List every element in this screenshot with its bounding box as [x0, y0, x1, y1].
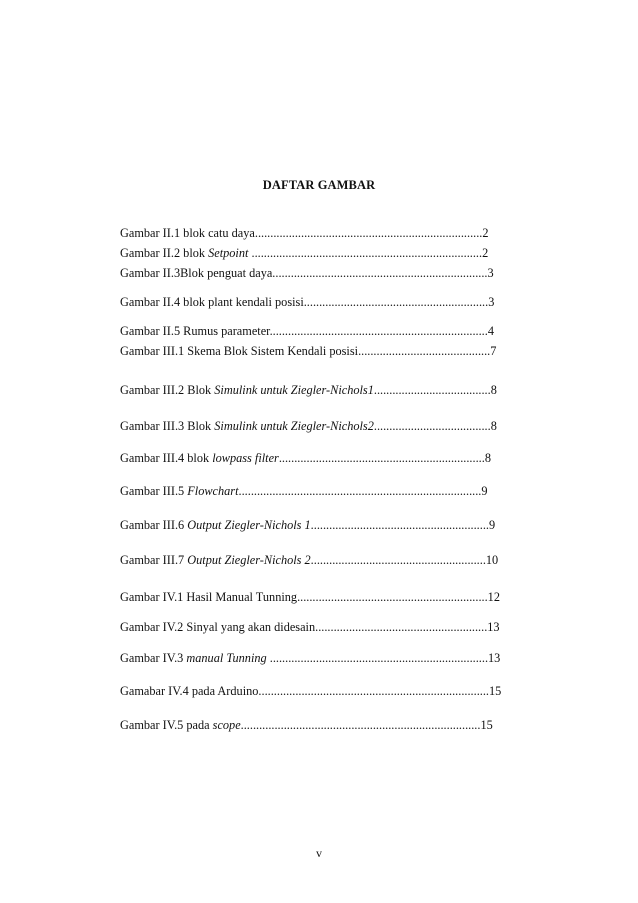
entry-leader-dots: ............................................................ [303, 295, 489, 309]
entry-leader-dots: ....................................................................... [269, 651, 489, 665]
entry-page-number: 8 [484, 451, 491, 465]
entry-label-italic: Output Ziegler-Nichols 2 [187, 553, 311, 567]
toc-entry [120, 518, 495, 532]
entry-label: Gambar IV.2 Sinyal yang akan didesain [120, 620, 316, 634]
toc-entry [120, 295, 494, 309]
toc-entry [120, 718, 493, 732]
entry-leader-dots: ...................................... [373, 419, 491, 433]
entry-label: Gamabar IV.4 pada Arduino [120, 684, 259, 698]
entry-leader-dots: ........................................................................... [251, 246, 483, 260]
entry-page-number: 10 [485, 553, 499, 567]
entry-label-italic: Simulink untuk Ziegler-Nichols2 [214, 419, 374, 433]
entry-label: Gambar II.5 Rumus parameter [120, 324, 270, 338]
entry-leader-dots: .......................................................... [310, 518, 489, 532]
entry-page-number: 9 [481, 484, 488, 498]
entry-label: Gambar III.6 [120, 518, 188, 532]
entry-leader-dots: ............................................................................... [238, 484, 482, 498]
toc-entry [120, 266, 494, 280]
entry-leader-dots: ...................................... [373, 383, 491, 397]
entry-page-number: 15 [480, 718, 493, 732]
entry-leader-dots: .......................................................................... [254, 226, 483, 240]
entry-label-italic: Output Ziegler-Nichols 1 [187, 518, 311, 532]
toc-entry [120, 590, 500, 604]
entry-label: Gambar III.5 [120, 484, 188, 498]
entry-page-number: 13 [488, 651, 501, 665]
entry-page-number: 2 [482, 226, 489, 240]
entry-leader-dots: ................................................................... [278, 451, 485, 465]
entry-page-number: 8 [490, 383, 497, 397]
toc-entry [120, 651, 500, 665]
entry-page-number: 15 [489, 684, 502, 698]
entry-leader-dots: .............................................................................. [240, 718, 481, 732]
entry-page-number: 3 [488, 295, 495, 309]
toc-entry [120, 246, 488, 260]
page-title: DAFTAR GAMBAR [262, 178, 376, 192]
entry-label: Gambar III.7 [120, 553, 188, 567]
entry-label-italic: scope [212, 718, 241, 732]
entry-leader-dots: ...................................................................... [272, 266, 488, 280]
entry-label: Gambar IV.1 Hasil Manual Tunning [120, 590, 298, 604]
entry-label: Gambar II.1 blok catu daya [120, 226, 255, 240]
entry-label-italic: manual Tunning [186, 651, 267, 665]
toc-entry [120, 383, 497, 397]
entry-label-italic: Setpoint [208, 246, 249, 260]
toc-entry [120, 553, 498, 567]
toc-entry [120, 684, 501, 698]
entry-label-italic: Flowchart [187, 484, 239, 498]
toc-entry [120, 344, 496, 358]
toc-entry [120, 484, 488, 498]
entry-label: Gambar II.2 blok [120, 246, 209, 260]
entry-leader-dots: ........................................................ [315, 620, 488, 634]
entry-leader-dots: ......................................................... [310, 553, 486, 567]
entry-label: Gambar III.3 Blok [120, 419, 215, 433]
toc-entry [120, 324, 494, 338]
page-number: v [316, 846, 322, 860]
toc-entry [120, 451, 491, 465]
entry-page-number: 9 [488, 518, 496, 532]
toc-entry [120, 620, 500, 634]
entry-page-number: 8 [490, 419, 497, 433]
entry-label: Gambar III.2 Blok [120, 383, 215, 397]
entry-page-number: 13 [487, 620, 500, 634]
entry-label-italic: Simulink untuk Ziegler-Nichols1 [214, 383, 374, 397]
entry-leader-dots: ........................................... [358, 344, 491, 358]
entry-page-number: 7 [490, 344, 497, 358]
entry-label: Gambar II.3Blok penguat daya [120, 266, 273, 280]
entry-label: Gambar III.4 blok [120, 451, 213, 465]
entry-page-number: 12 [487, 590, 500, 604]
entry-page-number: 3 [487, 266, 494, 280]
entry-page-number: 2 [482, 246, 489, 260]
entry-label: Gambar IV.5 pada [120, 718, 213, 732]
toc-entry [120, 226, 489, 240]
entry-label: Gambar III.1 Skema Blok Sistem Kendali posisi [120, 344, 359, 358]
entry-leader-dots: .............................................................. [297, 590, 488, 604]
entry-label: Gambar IV.3 [120, 651, 187, 665]
entry-label-italic: lowpass filter [212, 451, 279, 465]
toc-entry [120, 419, 497, 433]
entry-page-number: 4 [487, 324, 494, 338]
entry-leader-dots: ....................................................................... [269, 324, 488, 338]
entry-label: Gambar II.4 blok plant kendali posisi [120, 295, 304, 309]
entry-leader-dots: ........................................................................... [258, 684, 489, 698]
